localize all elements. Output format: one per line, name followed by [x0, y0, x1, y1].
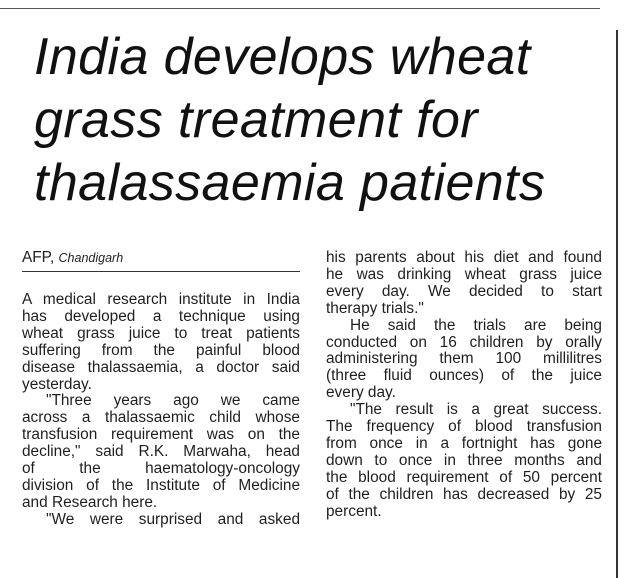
headline-line: grass treatment for: [34, 91, 478, 149]
article-column-left: [22, 250, 300, 529]
headline-line: thalassaemia patients: [34, 154, 546, 212]
text-line: his parents about his diet and found: [326, 249, 602, 266]
text-line: every day.: [326, 384, 396, 402]
headline-line: India develops wheat: [34, 28, 531, 86]
text-line: therapy trials.": [326, 299, 424, 317]
text-line: yesterday.: [22, 375, 92, 393]
text-line: He said the trials are being: [350, 316, 602, 334]
dateline: [22, 250, 300, 270]
text-line: transfusion requirement was on the: [22, 426, 300, 444]
text-line: A medical research institute in India: [22, 291, 300, 308]
text-line: across a thalassaemic child whose: [22, 409, 300, 427]
text-line: of the haematology-oncology: [22, 460, 300, 478]
column-rule-right: [616, 30, 618, 578]
text-line: "We were surprised and asked: [46, 510, 300, 528]
text-line: disease thalassaemia, a doctor said: [22, 358, 300, 376]
text-line: administering them 100 millilitres: [326, 350, 602, 368]
text-line: from once in a fortnight has gone: [326, 434, 602, 452]
headline: [34, 26, 614, 215]
text-line: the blood requirement of 50 percent: [326, 468, 602, 486]
text-line: of the children has decreased by 25: [326, 485, 602, 503]
dateline-city: Chandigarh: [58, 251, 124, 265]
text-line: The frequency of blood transfusion: [326, 418, 602, 436]
text-line: has developed a technique using: [22, 307, 300, 325]
top-rule: [0, 8, 600, 9]
article-column-right: [326, 250, 602, 521]
text-line: down to once in three months and: [326, 451, 602, 469]
text-line: "Three years ago we came: [46, 392, 300, 410]
text-line: division of the Institute of Medicine: [22, 476, 300, 494]
text-line: "The result is a great success.: [350, 401, 602, 419]
text-line: percent.: [326, 502, 382, 520]
dateline-rule: [22, 271, 300, 272]
text-line: and Research here.: [22, 493, 158, 511]
text-line: he was drinking wheat grass juice: [326, 265, 602, 283]
text-line: wheat grass juice to treat patients: [22, 324, 300, 342]
text-line: suffering from the painful blood: [22, 341, 300, 359]
text-line: decline," said R.K. Marwaha, head: [22, 443, 300, 461]
text-line: conducted on 16 children by orally: [326, 333, 602, 351]
text-line: every day. We decided to start: [326, 282, 602, 300]
dateline-source: AFP,: [22, 249, 55, 266]
text-line: (three fluid ounces) of the juice: [326, 367, 602, 385]
